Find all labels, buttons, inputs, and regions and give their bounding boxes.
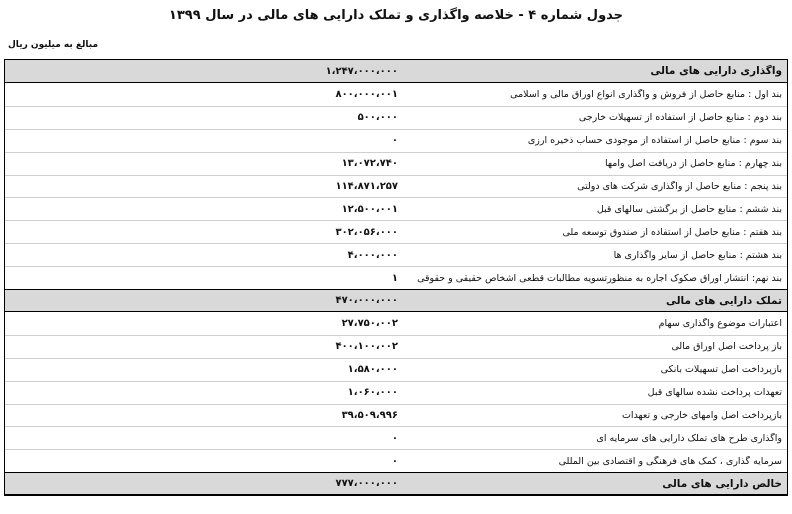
summary-table [4, 59, 788, 496]
row-value: ۲۷،۷۵۰،۰۰۲ [341, 317, 398, 329]
section-header-label: تملک دارایی های مالی [665, 294, 782, 307]
section-header-row [5, 472, 787, 495]
table-row [5, 220, 787, 243]
row-value: ۱ [391, 272, 398, 284]
table-row [5, 312, 787, 335]
row-label: بازپرداخت اصل تسهیلات بانکی [660, 364, 782, 376]
table-row [5, 381, 787, 404]
unit-note: مبالغ به میلیون ریال [8, 40, 99, 50]
section-header-value: ۱،۲۴۷،۰۰۰،۰۰۰ [325, 65, 398, 77]
table-row [5, 152, 787, 175]
row-label: بند اول : منابع حاصل از فروش و واگذاری انواع اوراق مالی و اسلامی [510, 88, 782, 100]
section-header-value: ۴۷۰،۰۰۰،۰۰۰ [335, 295, 398, 307]
row-value: ۵۰۰،۰۰۰ [357, 112, 398, 124]
row-value: ۴،۰۰۰،۰۰۰ [347, 249, 398, 261]
row-value: ۱۲،۵۰۰،۰۰۱ [341, 203, 398, 215]
section-header-label: واگذاری دارایی های مالی [650, 65, 782, 77]
row-label: تعهدات پرداخت نشده سالهای قبل [647, 387, 782, 399]
row-label: واگذاری طرح های تملک دارایی های سرمایه ای [596, 432, 782, 444]
table-row [5, 175, 787, 198]
row-label: بند هفتم : منابع حاصل از استفاده از صندوق توسعه ملی [562, 226, 782, 238]
table-row [5, 129, 787, 152]
row-label: بند نهم: انتشار اوراق صکوک اجاره به منظورتسویه مطالبات قطعی اشخاص حقیقی و حقوقی [417, 272, 782, 284]
row-value: ۰ [391, 455, 398, 467]
row-label: بند ششم : منابع حاصل از برگشتی سالهای قبل [596, 203, 782, 215]
row-label: بند پنجم : منابع حاصل از واگذاری شرکت های دولتی [577, 181, 782, 192]
row-value: ۰ [391, 432, 398, 444]
table-row [5, 83, 787, 106]
row-value: ۳۹،۵۰۹،۹۹۶ [341, 410, 398, 422]
table-row [5, 243, 787, 266]
row-label: بند چهارم : منابع حاصل از دریافت اصل وامها [605, 158, 782, 170]
section-header-label: خالص دارایی های مالی [662, 477, 782, 490]
row-value: ۱۳،۰۷۲،۷۴۰ [341, 158, 398, 170]
section-header-value: ۷۷۷،۰۰۰،۰۰۰ [335, 478, 398, 490]
row-label: بند دوم : منابع حاصل از استفاده از تسهیلات خارجی [578, 112, 782, 124]
row-value: ۱،۵۸۰،۰۰۰ [347, 364, 398, 376]
section-header-row [5, 289, 787, 312]
table-title: جدول شماره ۴ - خلاصه واگذاری و تملک دارایی های مالی در سال ۱۳۹۹ [168, 8, 624, 23]
row-label: بند هشتم : منابع حاصل از سایر واگذاری ها [613, 249, 782, 261]
table-row [5, 404, 787, 427]
row-value: ۱،۰۶۰،۰۰۰ [347, 387, 398, 399]
table-row [5, 426, 787, 449]
row-label: بازپرداخت اصل وامهای خارجی و تعهدات [621, 410, 782, 422]
row-label: اعتبارات موضوع واگذاری سهام [658, 317, 782, 329]
table-row [5, 266, 787, 289]
table-row [5, 106, 787, 129]
row-value: ۳۰۲،۰۵۶،۰۰۰ [335, 226, 398, 238]
table-row [5, 358, 787, 381]
row-label: بند سوم : منابع حاصل از استفاده از موجودی حساب ذخیره ارزی [527, 135, 782, 147]
table-row [5, 449, 787, 472]
row-value: ۱۱۴،۸۷۱،۲۵۷ [335, 181, 398, 192]
section-header-row [5, 60, 787, 83]
table-row [5, 335, 787, 358]
table-row [5, 197, 787, 220]
row-label: باز پرداخت اصل اوراق مالی [671, 341, 782, 353]
row-value: ۸۰۰،۰۰۰،۰۰۱ [335, 88, 398, 100]
row-value: ۴۰۰،۱۰۰،۰۰۲ [335, 341, 398, 353]
row-value: ۰ [391, 135, 398, 147]
row-label: سرمایه گذاری ، کمک های فرهنگی و اقتصادی بین المللی [558, 455, 782, 467]
